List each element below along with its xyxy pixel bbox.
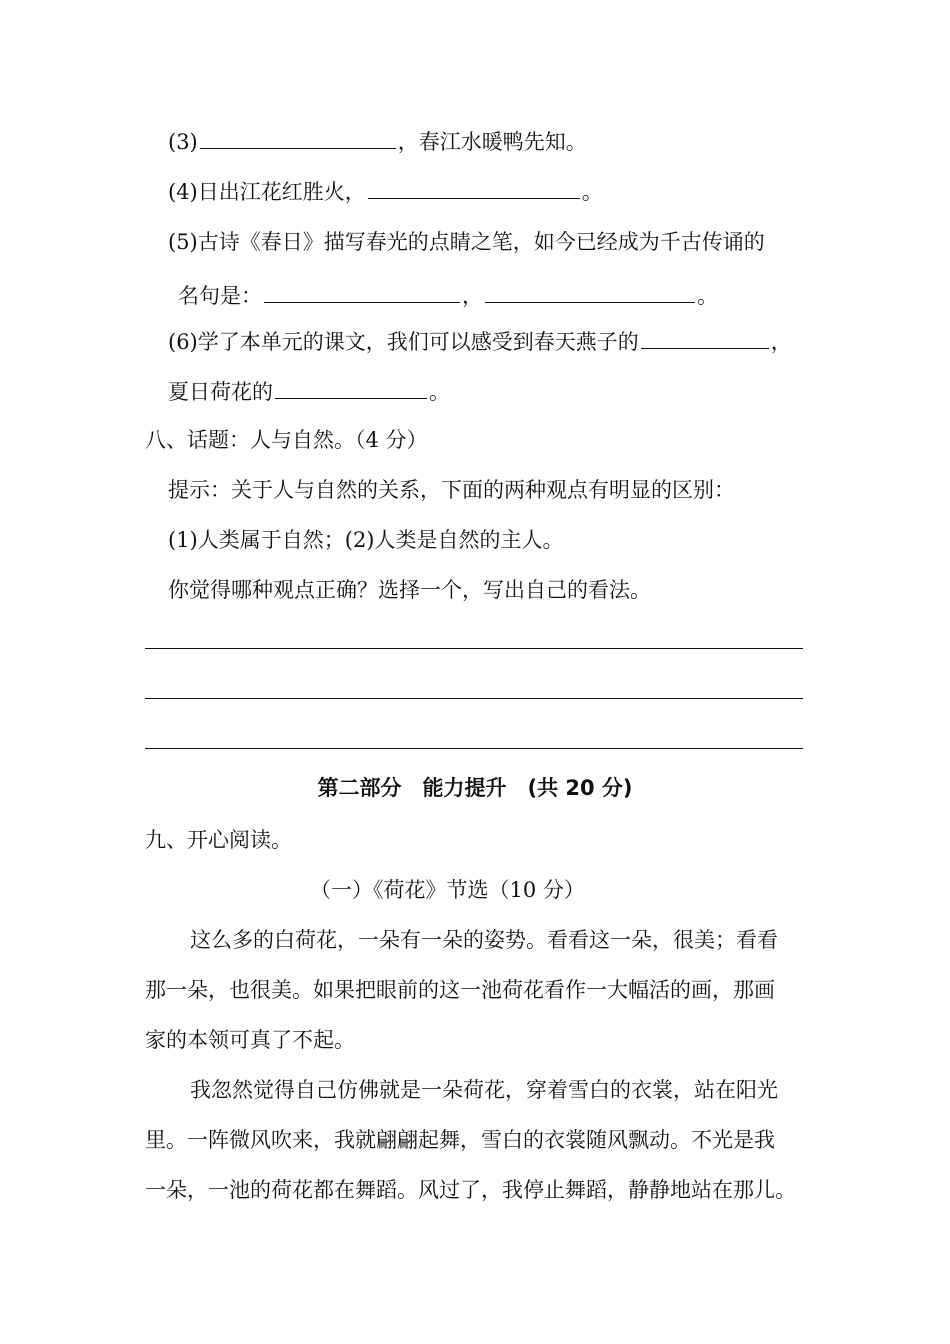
question-5-line-1: (5)古诗《春日》描写春光的点睛之笔，如今已经成为千古传诵的 [168, 230, 765, 254]
question-3 [168, 128, 587, 156]
section-8-question: 你觉得哪种观点正确？选择一个，写出自己的看法。 [168, 578, 651, 602]
question-6-text: (6)学了本单元的课文，我们可以感受到春天燕子的 [168, 330, 639, 354]
answer-blank-5b[interactable] [485, 282, 695, 303]
question-4 [168, 178, 603, 206]
question-5-end: 。 [697, 284, 718, 308]
paragraph-2-line-1: 我忽然觉得自己仿佛就是一朵荷花，穿着雪白的衣裳，站在阳光 [190, 1078, 778, 1102]
section-8-points: (1)人类属于自然；(2)人类是自然的主人。 [168, 528, 564, 552]
question-6-line-2-text: 夏日荷花的 [168, 380, 273, 404]
question-6-end: 。 [429, 380, 450, 404]
answer-blank-6a[interactable] [641, 328, 769, 349]
answer-blank-4[interactable] [368, 178, 580, 199]
section-8-hint: 提示：关于人与自然的关系，下面的两种观点有明显的区别： [168, 478, 735, 502]
question-5-label: 名句是： [178, 284, 262, 308]
paragraph-1-line-2: 那一朵，也很美。如果把眼前的这一池荷花看作一大幅活的画，那画 [145, 978, 775, 1002]
paragraph-2-line-2: 里。一阵微风吹来，我就翩翩起舞，雪白的衣裳随风飘动。不光是我 [145, 1128, 775, 1152]
question-3-number: (3) [168, 130, 198, 154]
question-6-line-1 [168, 328, 792, 356]
question-4-text: (4)日出江花红胜火， [168, 180, 366, 204]
question-5-line-2 [178, 282, 718, 310]
question-6-line-2 [168, 378, 450, 406]
paragraph-1-line-1: 这么多的白荷花，一朵有一朵的姿势。看看这一朵，很美；看看 [190, 928, 778, 952]
answer-blank-3[interactable] [200, 128, 396, 149]
section-9-title: 九、开心阅读。 [145, 828, 292, 852]
question-6-separator: ， [770, 330, 792, 354]
question-4-end: 。 [581, 180, 603, 204]
answer-line-3[interactable] [145, 748, 803, 749]
question-5-separator: ， [462, 284, 483, 308]
answer-line-1[interactable] [145, 648, 803, 649]
reading-subtitle: （一）《荷花》节选（10 分） [310, 878, 585, 902]
paragraph-1-line-3: 家的本领可真了不起。 [145, 1028, 355, 1052]
question-3-text: ，春江水暖鸭先知。 [397, 130, 587, 154]
part-2-heading: 第二部分 能力提升 (共 20 分) [317, 776, 633, 800]
paragraph-2-line-3: 一朵，一池的荷花都在舞蹈。风过了，我停止舞蹈，静静地站在那儿。 [145, 1178, 796, 1202]
section-8-title: 八、话题：人与自然。（4 分） [145, 428, 428, 452]
answer-blank-6b[interactable] [275, 378, 427, 399]
answer-line-2[interactable] [145, 698, 803, 699]
answer-blank-5a[interactable] [264, 282, 460, 303]
